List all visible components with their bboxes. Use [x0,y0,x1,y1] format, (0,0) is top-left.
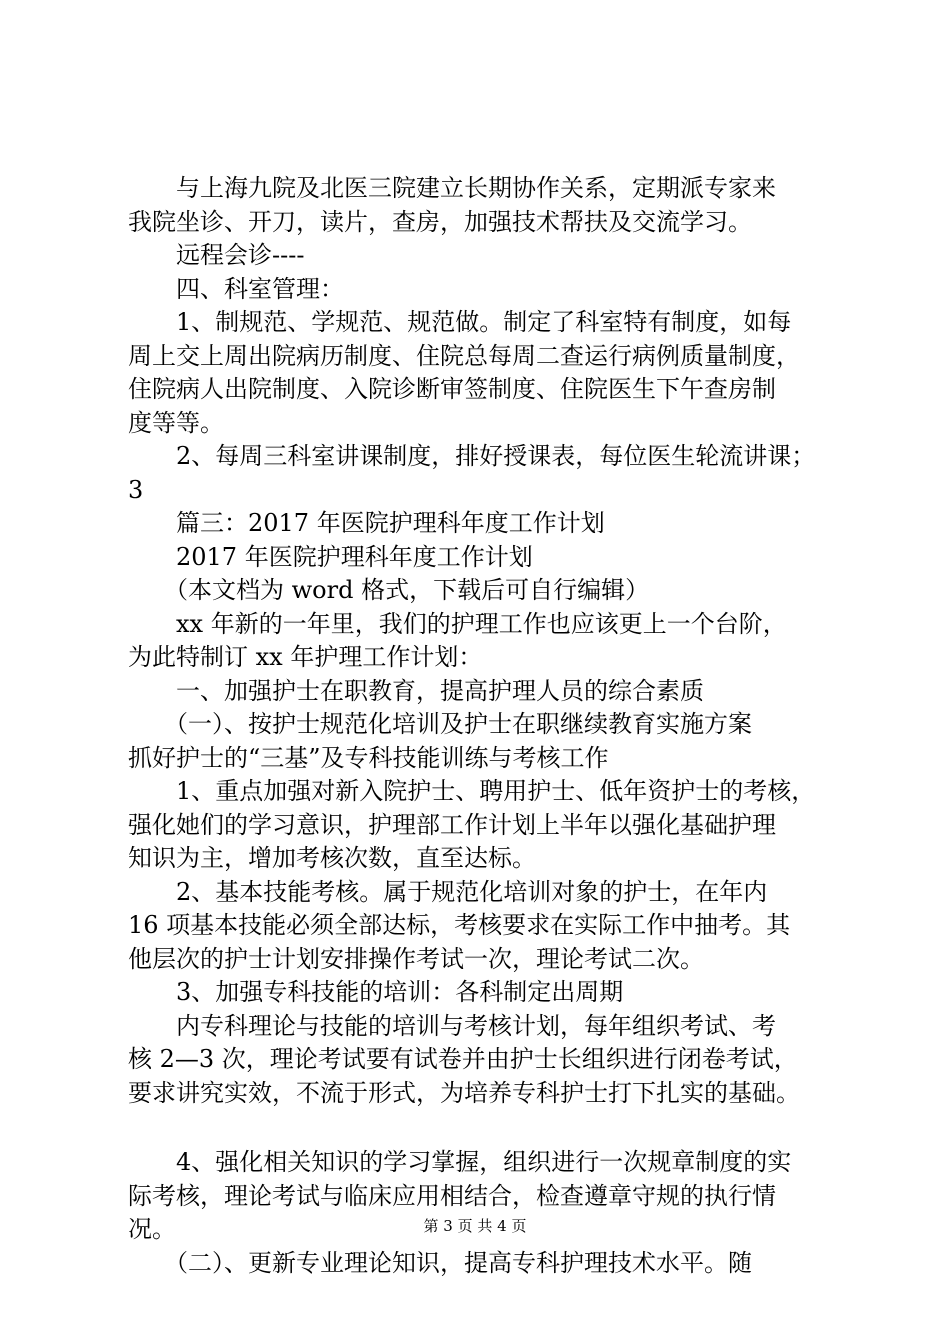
text-line: 篇三：2017 年医院护理科年度工作计划 [128,509,605,537]
text-line: 四、科室管理： [128,274,344,303]
text-line: 为此特制订 xx 年护理工作计划： [128,643,483,671]
text-line: 远程会诊---- [128,241,305,269]
text-line: 3、加强专科技能的培训：各科制定出周期 [128,978,624,1006]
text-line: 度等等。 [128,408,224,437]
text-line: 核 2—3 次，理论考试要有试卷并由护士长组织进行闭卷考试， [128,1045,798,1073]
text-line: 1、制规范、学规范、规范做。制定了科室特有制度，如每 [128,308,792,336]
text-line: （一）、按护士规范化培训及护士在职继续教育实施方案 [128,710,752,738]
text-line: 2、基本技能考核。属于规范化培训对象的护士，在年内 [128,877,768,906]
text-line: 知识为主，增加考核次数，直至达标。 [128,844,536,872]
text-line: 要求讲究实效，不流于形式，为培养专科护士打下扎实的基础。 [128,1078,800,1107]
text-line: （本文档为 word 格式，下载后可自行编辑） [128,576,650,604]
text-line: 一、加强护士在职教育，提高护理人员的综合素质 [128,676,704,705]
text-line: 1、重点加强对新入院护士、聘用护士、低年资护士的考核， [128,777,816,805]
text-line: xx 年新的一年里，我们的护理工作也应该更上一个台阶， [128,609,787,638]
text-line: 2、每周三科室讲课制度，排好授课表，每位医生轮流讲课； [128,442,816,470]
text-line: 我院坐诊、开刀，读片，查房，加强技术帮扶及交流学习。 [128,207,752,236]
text-line: 住院病人出院制度、入院诊断审签制度、住院医生下午查房制 [128,375,776,403]
text-line: 16 项基本技能必须全部达标，考核要求在实际工作中抽考。其 [128,911,791,939]
blank-line [128,1110,848,1146]
text-line: 抓好护士的“三基”及专科技能训练与考核工作 [128,743,609,772]
text-line: 4、强化相关知识的学习掌握，组织进行一次规章制度的实 [128,1148,792,1176]
text-line: 与上海九院及北医三院建立长期协作关系，定期派专家来 [128,174,776,202]
text-line: 周上交上周出院病历制度、住院总每周二查运行病例质量制度， [128,341,800,370]
text-line: 2017 年医院护理科年度工作计划 [128,542,533,571]
text-line: 3 [128,475,144,504]
text-line: 他层次的护士计划安排操作考试一次，理论考试二次。 [128,944,704,973]
document-body [128,172,848,1280]
text-line: 况。 [128,1215,176,1243]
text-line: 际考核，理论考试与临床应用相结合，检查遵章守规的执行情 [128,1181,776,1210]
text-line: 强化她们的学习意识，护理部工作计划上半年以强化基础护理 [128,810,776,839]
text-line: （二）、更新专业理论知识，提高专科护理技术水平。随 [128,1248,752,1277]
page-footer: 第 3 页 共 4 页 [423,1217,527,1235]
text-line: 内专科理论与技能的培训与考核计划，每年组织考试、考 [128,1011,776,1040]
